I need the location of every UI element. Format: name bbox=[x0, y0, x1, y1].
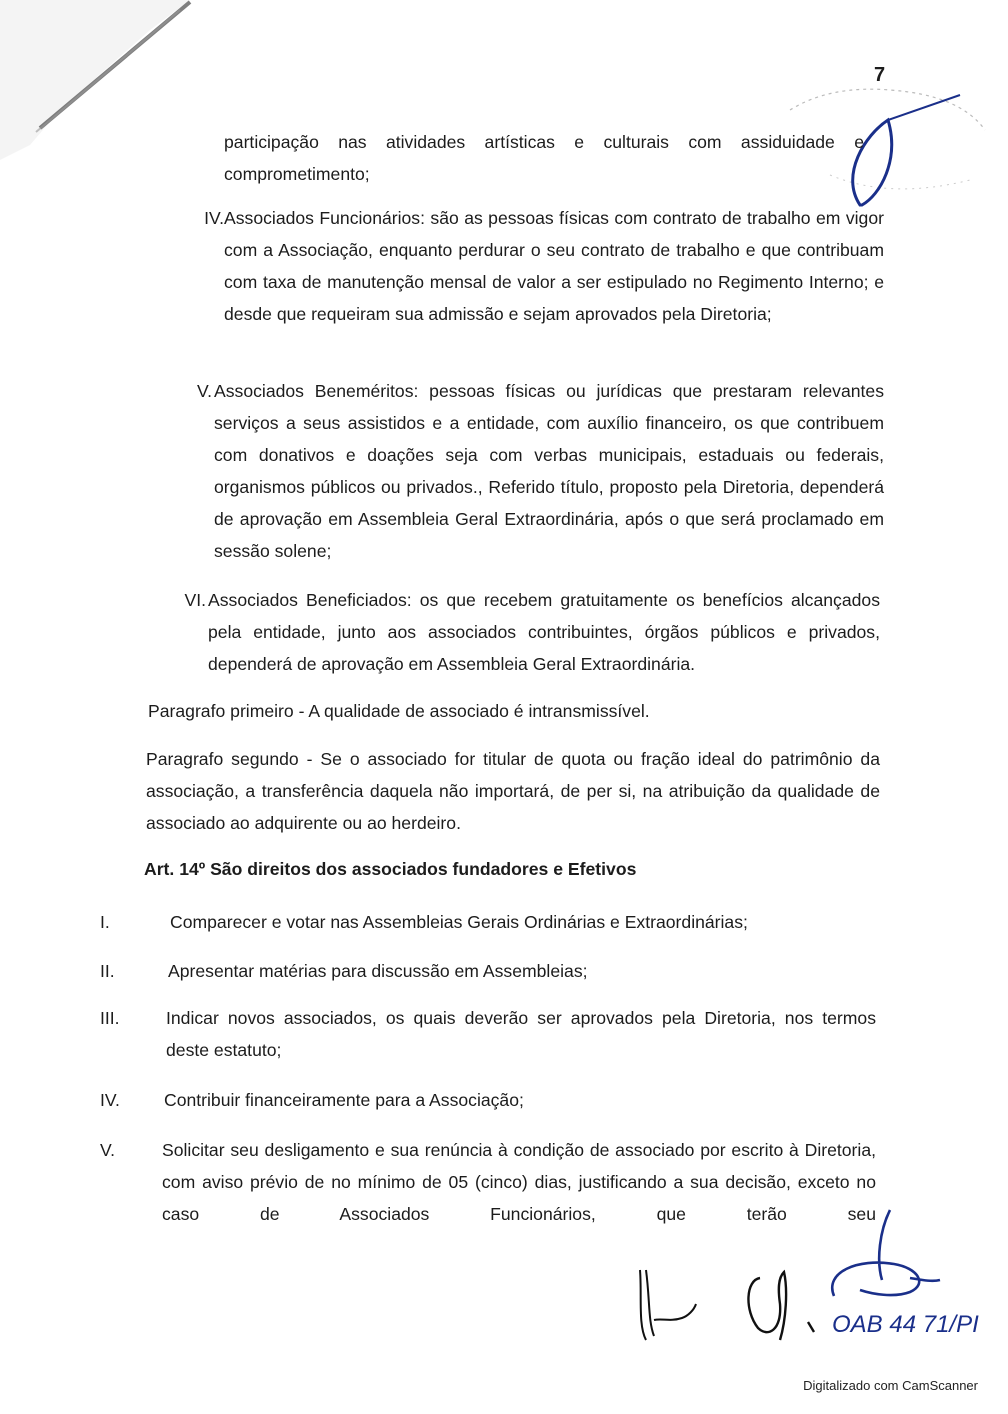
continuation-line-1: participação nas atividades artísticas e culturais com assiduidade e bbox=[224, 132, 864, 152]
signature-2 bbox=[748, 1272, 814, 1340]
item-numeral: V. bbox=[100, 1140, 116, 1160]
paragrafo-segundo: Paragrafo segundo - Se o associado for titular de quota ou fração ideal do patrimônio da associação, a transferência daquela não importará, de per si, na atribuição da qualidade de associado ao adquirente ou ao herdeiro. bbox=[146, 749, 880, 833]
direito-apresentar-materias: Apresentar matérias para discussão em Assembleias; bbox=[168, 961, 588, 981]
scanner-footer: Digitalizado com CamScanner bbox=[803, 1378, 978, 1393]
item-associados-benemeritos: Associados Beneméritos: pessoas físicas ou jurídicas que prestaram relevantes serviços a seus assistidos e a entidade, com auxílio financeiro, os que contribuem com donativos e doações seja com verbas municipais, estaduais ou federais, organismos públicos ou privados., Referido título, proposto pela Diretoria, dependerá de aprovação em Assembleia Geral Extraordinária, após o que será proclamado em sessão solene; bbox=[214, 381, 884, 561]
item-numeral: II. bbox=[100, 961, 115, 981]
item-numeral: IV. bbox=[204, 208, 224, 228]
direito-comparecer-votar: Comparecer e votar nas Assembleias Gerais Ordinárias e Extraordinárias; bbox=[170, 912, 748, 932]
direito-indicar-associados: Indicar novos associados, os quais deverão ser aprovados pela Diretoria, nos termos deste estatuto; bbox=[166, 1008, 876, 1060]
paragrafo-primeiro: Paragrafo primeiro - A qualidade de associado é intransmissível. bbox=[148, 701, 650, 721]
article-heading: Art. 14º São direitos dos associados fundadores e Efetivos bbox=[144, 859, 637, 879]
item-numeral: I. bbox=[100, 912, 110, 932]
direito-contribuir: Contribuir financeiramente para a Associação; bbox=[164, 1090, 524, 1110]
handwritten-signatures bbox=[610, 1200, 1008, 1350]
oab-handwritten-note: OAB 44 71/PI bbox=[832, 1311, 979, 1338]
continuation-text bbox=[224, 126, 864, 190]
scan-shadow-edge bbox=[0, 0, 200, 160]
item-associados-funcionarios: Associados Funcionários: são as pessoas físicas com contrato de trabalho em vigor com a Associação, enquanto perdurar o seu contrato de trabalho e que contribuam com taxa de manutenção mensal de valor a ser estipulado no Regimento Interno; e desde que requeiram sua admissão e sejam aprovados pela Diretoria; bbox=[224, 208, 884, 324]
item-numeral: V. bbox=[196, 381, 212, 401]
item-numeral: VI. bbox=[184, 590, 206, 610]
continuation-line-2: comprometimento; bbox=[224, 164, 370, 184]
item-numeral: III. bbox=[100, 1008, 120, 1028]
item-associados-beneficiados: Associados Beneficiados: os que recebem gratuitamente os benefícios alcançados pela entidade, junto aos associados contribuintes, órgãos públicos e privados, dependerá de aprovação em Assembleia Geral Extraordinária. bbox=[208, 590, 880, 674]
signature-3 bbox=[832, 1210, 940, 1296]
item-numeral: IV. bbox=[100, 1090, 120, 1110]
page-number: 7 bbox=[874, 64, 886, 86]
signature-1 bbox=[640, 1270, 696, 1340]
direito-solicitar-desligamento: Solicitar seu desligamento e sua renúncia à condição de associado por escrito à Diretoria, com aviso prévio de no mínimo de 05 (cinco) dias, justificando a sua decisão, exceto no caso de Associados Funcionários, que terão seu bbox=[162, 1140, 876, 1224]
